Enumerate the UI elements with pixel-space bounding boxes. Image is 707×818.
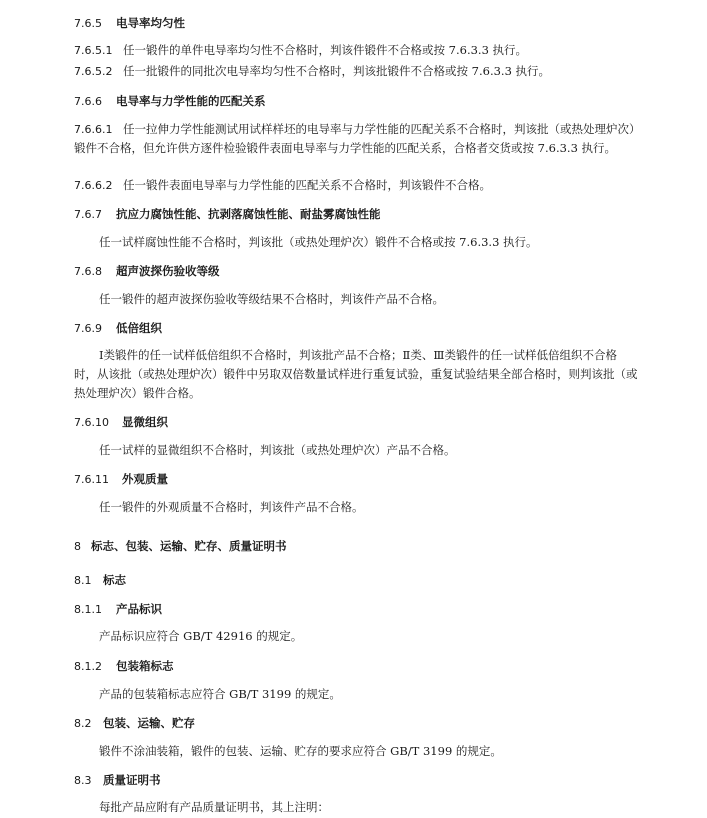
heading-7-6-6: 7.6.6 电导率与力学性能的匹配关系 bbox=[74, 94, 266, 108]
heading-8: 8 标志、包装、运输、贮存、质量证明书 bbox=[74, 539, 287, 553]
paragraph-8-2: 锻件不涂油装箱，锻件的包装、运输、贮存的要求应符合 GB/T 3199 的规定。 bbox=[99, 744, 502, 758]
heading-8-3: 8.3 质量证明书 bbox=[74, 773, 161, 787]
clause-7-6-6-2: 7.6.6.2 任一锻件表面电导率与力学性能的匹配关系不合格时，判该锻件不合格。 bbox=[74, 178, 491, 192]
paragraph-7-6-10: 任一试样的显微组织不合格时，判该批（或热处理炉次）产品不合格。 bbox=[99, 443, 456, 457]
paragraph-7-6-9: Ⅰ类锻件的任一试样低倍组织不合格时，判该批产品不合格；Ⅱ类、Ⅲ类锻件的任一试样低倍组织不合格时，从该批（或热处理炉次）锻件中另取双倍数量试样进行重复试验，重复试验结果全部合格时，则判该批（或热处理炉次）锻件合格。 bbox=[74, 348, 638, 400]
clause-7-6-5-2: 7.6.5.2 任一批锻件的同批次电导率均匀性不合格时，判该批锻件不合格或按 7.6.3.3 执行。 bbox=[74, 64, 551, 78]
heading-8-1-1: 8.1.1 产品标识 bbox=[74, 602, 162, 616]
paragraph-8-1-1: 产品标识应符合 GB/T 42916 的规定。 bbox=[99, 629, 303, 643]
heading-7-6-5: 7.6.5 电导率均匀性 bbox=[74, 16, 185, 30]
paragraph-7-6-11: 任一锻件的外观质量不合格时，判该件产品不合格。 bbox=[99, 500, 364, 514]
heading-7-6-9: 7.6.9 低倍组织 bbox=[74, 321, 162, 335]
heading-8-1-2: 8.1.2 包装箱标志 bbox=[74, 659, 174, 673]
heading-7-6-8: 7.6.8 超声波探伤验收等级 bbox=[74, 264, 220, 278]
paragraph-8-3: 每批产品应附有产品质量证明书，其上注明： bbox=[99, 800, 329, 814]
heading-7-6-10: 7.6.10 显微组织 bbox=[74, 415, 168, 429]
clause-7-6-6-1: 7.6.6.1 任一拉伸力学性能测试用试样样坯的电导率与力学性能的匹配关系不合格时，判该批（或热处理炉次）锻件不合格，但允许供方逐件检验锻件表面电导率与力学性能的匹配关系，合格者交货或按 7.6.3.3 执行。 bbox=[74, 122, 635, 155]
heading-7-6-7: 7.6.7 抗应力腐蚀性能、抗剥落腐蚀性能、耐盐雾腐蚀性能 bbox=[74, 207, 381, 221]
heading-8-1: 8.1 标志 bbox=[74, 573, 126, 587]
heading-7-6-11: 7.6.11 外观质量 bbox=[74, 472, 168, 486]
heading-8-2: 8.2 包装、运输、贮存 bbox=[74, 716, 195, 730]
paragraph-7-6-8: 任一锻件的超声波探伤验收等级结果不合格时，判该件产品不合格。 bbox=[99, 292, 444, 306]
paragraph-8-1-2: 产品的包装箱标志应符合 GB/T 3199 的规定。 bbox=[99, 687, 341, 701]
paragraph-7-6-7: 任一试样腐蚀性能不合格时，判该批（或热处理炉次）锻件不合格或按 7.6.3.3 执行。 bbox=[99, 235, 538, 249]
clause-7-6-5-1: 7.6.5.1 任一锻件的单件电导率均匀性不合格时，判该件锻件不合格或按 7.6.3.3 执行。 bbox=[74, 43, 528, 57]
